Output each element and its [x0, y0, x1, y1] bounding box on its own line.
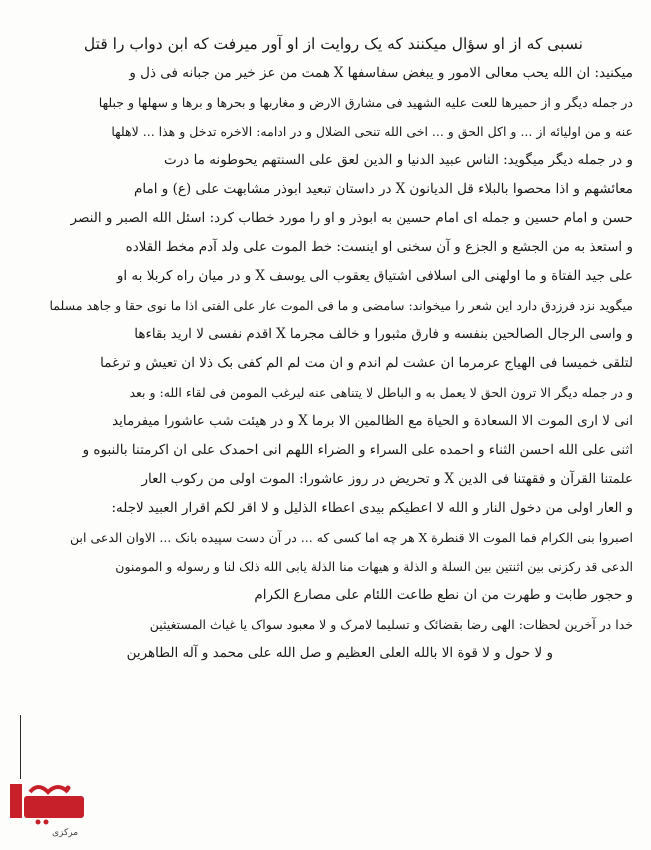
- letter-line: اثنی علی الله احسن الثناء و احمده علی السراء و الضراء اللهم انی احمدک علی ان اکرمتنا بالنبوه و: [82, 442, 633, 458]
- letter-line: خدا در آخرین لحظات: الهی رضا بقضائک و تسلیما لامرک و لا معبود سواک یا غیاث المستغیثین: [149, 617, 633, 632]
- letter-line: و العار اولی من دخول النار و الله لا اعطیکم بیدی اعطاء الذلیل و لا اقر لکم اقرار العبید لاجله:: [111, 500, 633, 516]
- letter-line: و حجور طابت و طهرت من ان نطع طاعت اللئام علی مصارع الکرام: [254, 587, 633, 603]
- letter-line: در جمله دیگر و از حمیرها للعت علیه الشهید فی مشارق الارض و مغاربها و بحرها و برها و سهلها و جبلها: [98, 95, 633, 110]
- letter-line: میگوید نزد فرزدق دارد این شعر را میخواند: سامضی و ما فی الموت عار علی الفتی اذا ما نوی حقا و جاهد مسلما: [49, 298, 633, 313]
- letter-line: اصبروا بنی الکرام فما الموت الا قنطرة X هر چه اما کسی که ... در آن دست سپیده بانک ... الاوان الدعی ابن: [70, 530, 633, 545]
- navid-shahed-logo: [8, 778, 88, 842]
- letter-body: [24, 30, 633, 668]
- letter-line: نسبی که از او سؤال میکنند که یک روایت از او آور میرفت که ابن دواب را قتل: [83, 35, 583, 53]
- letter-line: معائشهم و اذا محصوا بالبلاء قل الدیانون X در داستان تبعید ابوذر مشابهت علی (ع) و امام: [134, 181, 633, 197]
- letter-line: و در جمله دیگر میگوید: الناس عبید الدنیا و الدین لعق علی السنتهم یحوطونه ما درت: [164, 152, 633, 168]
- letter-line: انی لا اری الموت الا السعادة و الحیاة مع الظالمین الا برما X و در هیئت شب عاشورا میفرماید: [112, 413, 633, 429]
- letter-line: لتلقی خمیسا فی الهیاج عرمرما ان عشت لم اندم و ان مت لم الم کفی بک ذلا ان تعیش و ترغما: [100, 355, 633, 371]
- letter-line: و واسی الرجال الصالحین بنفسه و فارق مثبورا و خالف مجرما X اقدم نفسی لا ارید بقاءها: [134, 326, 633, 342]
- letter-line: علمتنا القرآن و فقهتنا فی الدین X و تحریض در روز عاشورا: الموت اولی من رکوب العار: [141, 471, 633, 487]
- logo-mark-icon: [8, 778, 88, 828]
- letter-line: و استعذ به من الجشع و الجزع و آن سخنی او اینست: خط الموت علی ولد آدم مخط القلاده: [125, 239, 633, 255]
- letter-line: علی جید الفتاة و ما اولهنی الی اسلافی اشتیاق یعقوب الی یوسف X و در میان راه کربلا به او: [116, 268, 633, 284]
- letter-line: و لا حول و لا قوة الا بالله العلی العظیم و صل الله علی محمد و آله الطاهرین: [126, 645, 553, 661]
- margin-line: [20, 715, 21, 779]
- letter-line: عنه و من اولیائه از ... و اکل الحق و ... اخی الله تنحی الضلال و در ادامه: الاخره تدخل و هذا ... لاهلها: [111, 124, 633, 139]
- letter-line: حسن و امام حسین و جمله ای امام حسین به ابوذر و او را مورد خطاب کرد: اسئل الله الصبر و النصر: [70, 210, 633, 226]
- letter-line: میکنید: ان الله یحب معالی الامور و یبغض سفاسفها X همت من عز خیر من جبانه فی ذل و: [129, 65, 633, 81]
- letter-line: و در جمله دیگر الا ترون الحق لا یعمل به و الباطل لا یتناهی عنه لیرغب المومن فی لقاء الله: و بعد: [129, 385, 633, 400]
- logo-subtext: مرکزی: [52, 828, 79, 838]
- letter-line: الدعی قد رکزنی بین اثنتین بین السلة و الذلة و هیهات منا الذلة یابی الله ذلک لنا و رسوله و المومنون: [115, 559, 633, 574]
